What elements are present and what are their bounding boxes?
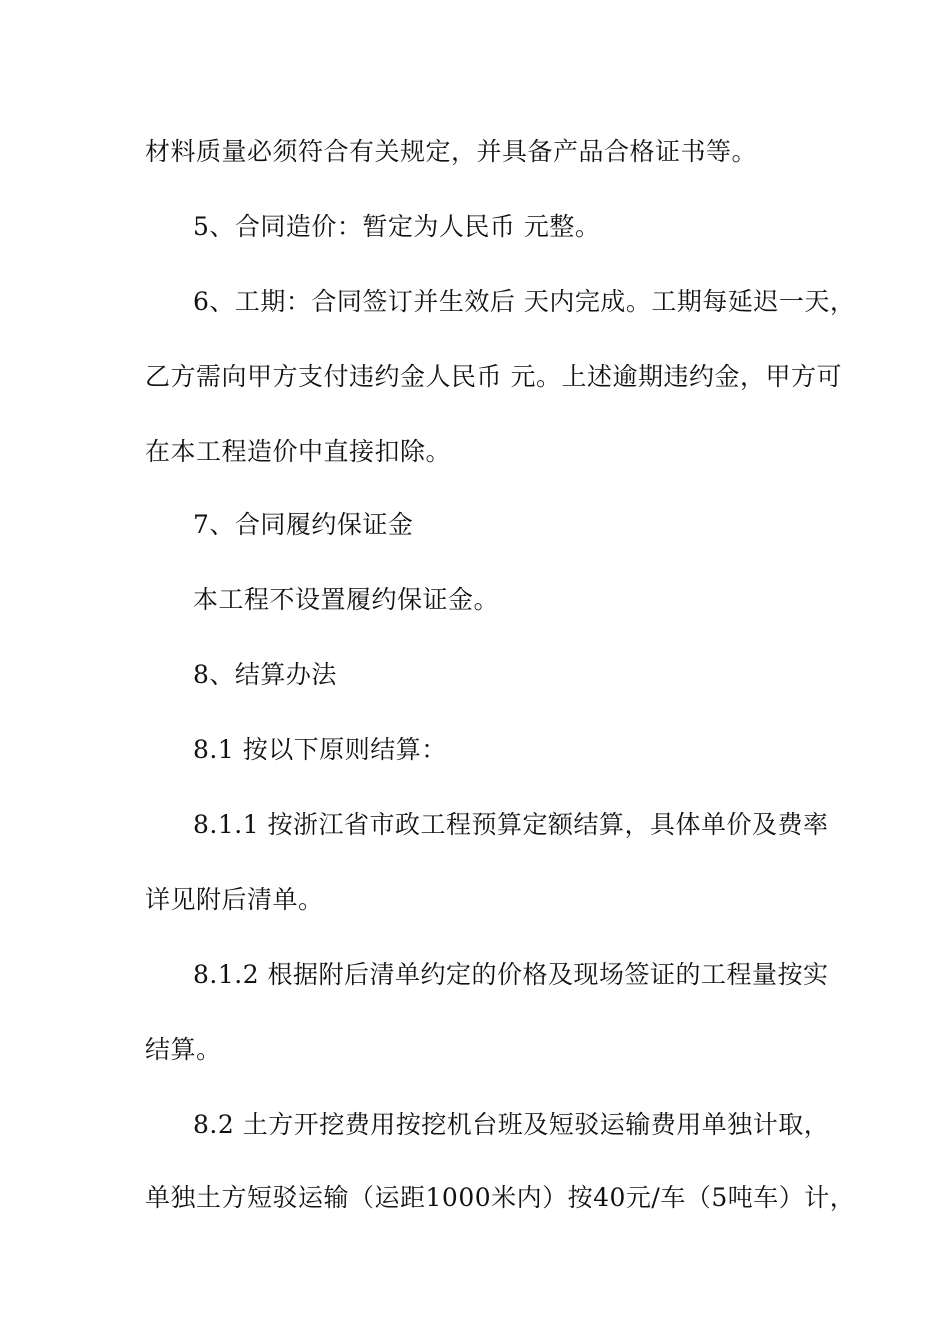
- paragraph-line: 本工程不设置履约保证金。: [193, 585, 500, 614]
- clause-5-contract-price: 5、合同造价：暂定为人民币 元整。: [193, 212, 601, 241]
- clause-8-1: 8.1 按以下原则结算：: [193, 735, 447, 764]
- clause-8-2: 8.2 土方开挖费用按挖机台班及短驳运输费用单独计取，: [193, 1110, 830, 1139]
- paragraph-line: 材料质量必须符合有关规定，并具备产品合格证书等。: [145, 137, 758, 166]
- clause-8-settlement: 8、结算办法: [193, 660, 337, 689]
- paragraph-line: 单独土方短驳运输（运距1000米内）按40元/车（5吨车）计，: [145, 1183, 856, 1212]
- clause-8-1-1: 8.1.1 按浙江省市政工程预算定额结算，具体单价及费率: [193, 810, 829, 839]
- paragraph-line: 在本工程造价中直接扣除。: [145, 437, 452, 466]
- paragraph-line: 乙方需向甲方支付违约金人民币 元。上述逾期违约金，甲方可: [145, 362, 842, 391]
- paragraph-line: 结算。: [145, 1035, 222, 1064]
- clause-6-duration: 6、工期：合同签订并生效后 天内完成。工期每延迟一天，: [193, 287, 856, 316]
- clause-7-performance-bond: 7、合同履约保证金: [193, 510, 414, 539]
- paragraph-line: 详见附后清单。: [145, 885, 324, 914]
- clause-8-1-2: 8.1.2 根据附后清单约定的价格及现场签证的工程量按实: [193, 960, 829, 989]
